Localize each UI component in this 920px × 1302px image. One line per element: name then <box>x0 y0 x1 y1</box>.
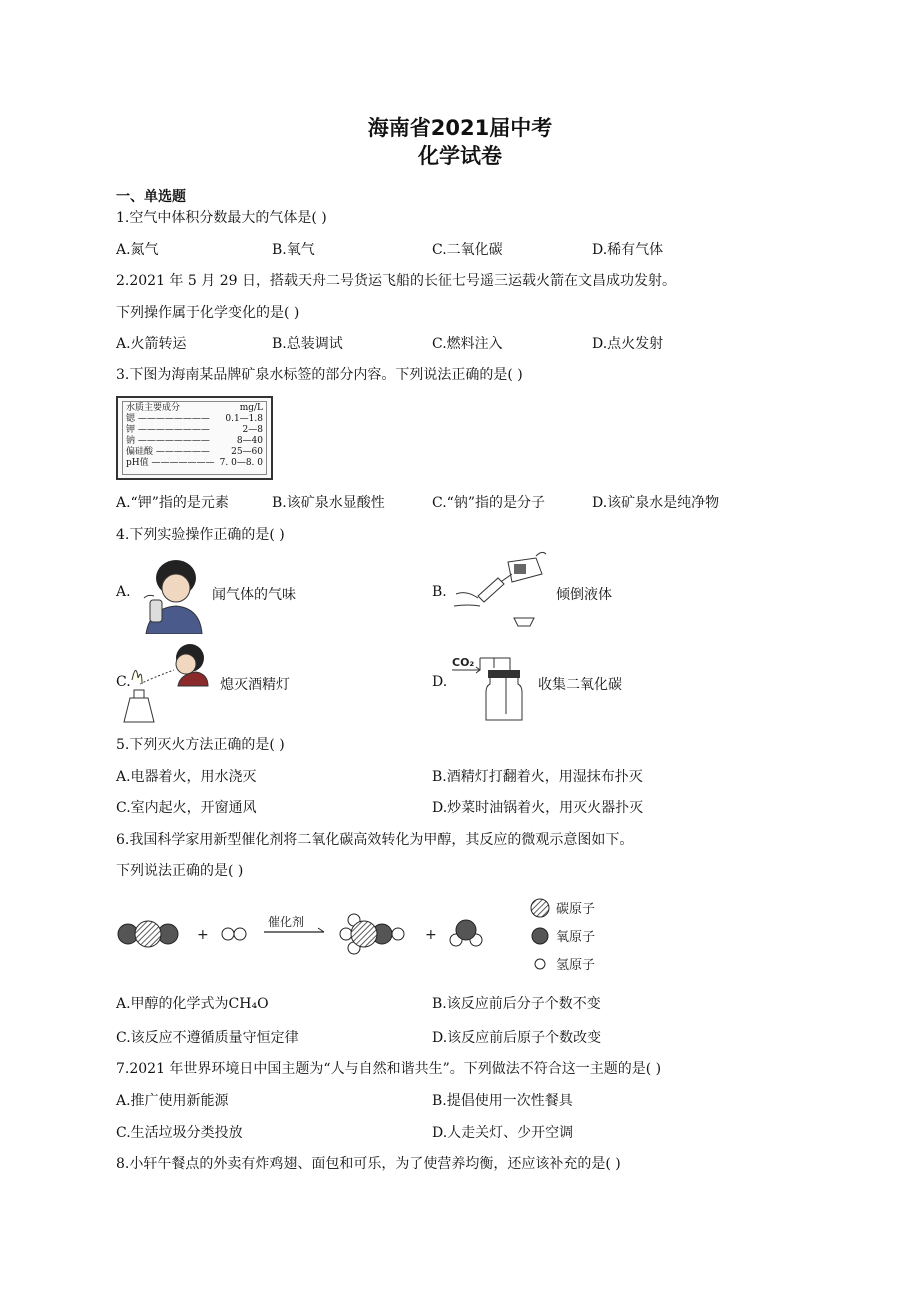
option-d-caption: 收集二氧化碳 <box>538 677 622 693</box>
question-stem: 3.下图为海南某品牌矿泉水标签的部分内容。下列说法正确的是( ) <box>116 367 523 383</box>
option-d: D.该矿泉水是纯净物 <box>592 495 720 511</box>
catalyst-label: 催化剂 <box>268 915 305 929</box>
label-cell: 偏硅酸 —————— <box>126 447 210 457</box>
option-b: B.该矿泉水显酸性 <box>272 495 385 511</box>
option-d-letter: D. <box>432 674 448 690</box>
label-header-row <box>126 403 263 414</box>
plus-sign: + <box>197 927 209 943</box>
label-cell: 8—40 <box>236 436 263 446</box>
water-molecule <box>450 920 482 946</box>
methanol-molecule <box>340 914 404 954</box>
legend-carbon: 碳原子 <box>556 902 596 917</box>
option-a-caption: 闻气体的气味 <box>212 587 296 603</box>
co2-molecule <box>118 921 178 947</box>
label-cell: 0.1—1.8 <box>225 414 263 424</box>
legend-hydrogen: 氢原子 <box>556 958 596 973</box>
option-d: D.稀有气体 <box>592 242 664 258</box>
label-cell: 钾 ———————— <box>126 425 210 435</box>
option-b: B.氧气 <box>272 242 315 258</box>
label-cell: 7. 0—8. 0 <box>219 458 263 468</box>
plus-sign: + <box>425 927 437 943</box>
option-c: C.燃料注入 <box>432 336 503 352</box>
pouring-liquid-icon <box>452 548 548 632</box>
blowing-alcohol-lamp-icon <box>120 640 210 724</box>
option-a: A.“钾”指的是元素 <box>116 495 229 511</box>
option-c-letter: C. <box>116 674 131 690</box>
option-d: D.该反应前后原子个数改变 <box>432 1030 602 1046</box>
question-stem: 4.下列实验操作正确的是( ) <box>116 527 285 543</box>
label-header-name: 水质主要成分 <box>126 403 181 413</box>
page-title: 海南省2021届中考 <box>367 116 553 140</box>
question-stem: 1.空气中体积分数最大的气体是( ) <box>116 210 327 226</box>
option-b: B.该反应前后分子个数不变 <box>432 996 601 1012</box>
label-cell: pH值 ——————— <box>126 458 215 468</box>
option-b: B.提倡使用一次性餐具 <box>432 1093 573 1109</box>
option-c: C.生活垃圾分类投放 <box>116 1125 243 1141</box>
option-d: D.炒菜时油锅着火，用灭火器扑灭 <box>432 800 644 816</box>
hydrogen-atom-icon <box>535 959 545 969</box>
option-a: A.推广使用新能源 <box>116 1093 229 1109</box>
gas-collection-bottle-icon <box>450 648 530 724</box>
option-b-letter: B. <box>432 584 447 600</box>
mineral-water-label <box>116 396 273 480</box>
option-a: A.甲醇的化学式为CH₄O <box>116 996 269 1012</box>
label-row <box>126 458 263 469</box>
option-b-caption: 倾倒液体 <box>556 587 612 603</box>
oxygen-atom-icon <box>532 928 548 944</box>
h2-molecule <box>222 928 246 940</box>
question-stem: 7.2021 年世界环境日中国主题为“人与自然和谐共生”。下列做法不符合这一主题的是( ) <box>116 1061 662 1077</box>
label-cell: 钠 ———————— <box>126 436 210 446</box>
label-row <box>126 414 263 425</box>
legend-oxygen: 氧原子 <box>556 930 596 945</box>
option-d: D.人走关灯、少开空调 <box>432 1125 574 1141</box>
label-header-unit: mg/L <box>239 403 263 413</box>
label-cell: 2—8 <box>242 425 263 435</box>
option-a: A.火箭转运 <box>116 336 187 352</box>
label-row <box>126 436 263 447</box>
question-stem: 8.小轩午餐点的外卖有炸鸡翅、面包和可乐，为了使营养均衡，还应该补充的是( ) <box>116 1156 621 1172</box>
option-a: A.电器着火，用水浇灭 <box>116 769 257 785</box>
option-c: C.“钠”指的是分子 <box>432 495 545 511</box>
option-c: C.二氧化碳 <box>432 242 503 258</box>
legend <box>531 899 595 973</box>
label-cell: 锶 ———————— <box>126 414 210 424</box>
option-d: D.点火发射 <box>592 336 664 352</box>
option-b: B.酒精灯打翻着火，用湿抹布扑灭 <box>432 769 643 785</box>
option-c: C.室内起火，开窗通风 <box>116 800 257 816</box>
label-row <box>126 425 263 436</box>
section-title: 一、单选题 <box>116 189 186 205</box>
question-stem: 5.下列灭火方法正确的是( ) <box>116 737 285 753</box>
option-b: B.总装调试 <box>272 336 343 352</box>
carbon-atom-icon <box>531 899 549 917</box>
label-row <box>126 447 263 458</box>
option-a: A.氮气 <box>116 242 159 258</box>
option-c: C.该反应不遵循质量守恒定律 <box>116 1030 299 1046</box>
option-a-letter: A. <box>116 584 131 600</box>
question-stem: 6.我国科学家用新型催化剂将二氧化碳高效转化为甲醇，其反应的微观示意图如下。 <box>116 832 634 848</box>
co2-label: CO₂ <box>452 656 475 669</box>
reaction-diagram <box>110 890 630 980</box>
question-stem-line2: 下列操作属于化学变化的是( ) <box>116 305 300 321</box>
person-smelling-bottle-icon <box>136 556 204 634</box>
question-stem-line2: 下列说法正确的是( ) <box>116 863 244 879</box>
label-cell: 25—60 <box>231 447 263 457</box>
question-stem: 2.2021 年 5 月 29 日，搭载天舟二号货运飞船的长征七号遥三运载火箭在文昌成功发射。 <box>116 273 676 289</box>
option-c-caption: 熄灭酒精灯 <box>220 677 290 693</box>
page-subtitle: 化学试卷 <box>418 144 502 168</box>
